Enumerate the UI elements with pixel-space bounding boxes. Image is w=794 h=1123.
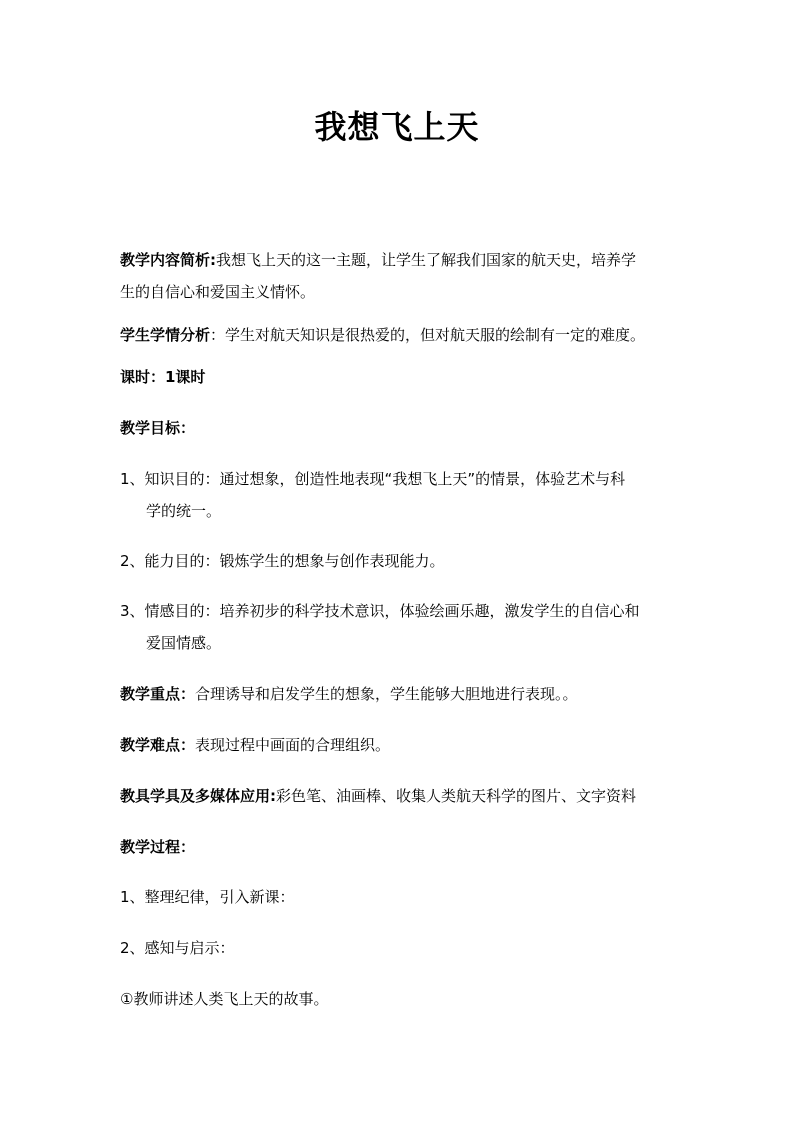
difficulties-label: 教学难点：	[120, 736, 196, 754]
goal-item-2-line1: 2、能力目的：锻炼学生的想象与创作表现能力。	[120, 552, 445, 570]
key-points	[120, 678, 680, 710]
goals-label: 教学目标：	[120, 419, 196, 437]
goal-item-1-line1: 1、知识目的：通过想象，创造性地表现“我想飞上天”的情景，体验艺术与科	[120, 470, 626, 488]
process-step-1-text: 1、整理纪律，引入新课：	[120, 888, 295, 906]
key-points-label: 教学重点：	[120, 685, 196, 703]
difficulties-text: 表现过程中画面的合理组织。	[195, 736, 391, 754]
process-step-3	[120, 983, 680, 1015]
lesson-hours	[120, 361, 680, 393]
goal-item-1	[120, 463, 680, 527]
lesson-hours-label: 课时：1课时	[120, 368, 206, 386]
goal-item-1-line2: 学的统一。	[146, 502, 222, 520]
process-label: 教学过程：	[120, 838, 196, 856]
content-summary-text-line2: 生的自信心和爱国主义情怀。	[120, 283, 316, 301]
goal-item-3-line1: 3、情感目的：培养初步的科学技术意识，体验绘画乐趣，激发学生的自信心和	[120, 602, 640, 620]
content-summary	[120, 244, 680, 276]
content-summary-label: 教学内容简析:	[120, 251, 216, 269]
goal-item-2	[120, 545, 680, 577]
student-analysis-text: ：学生对航天知识是很热爱的，但对航天服的绘制有一定的难度。	[210, 326, 646, 344]
student-analysis	[120, 319, 680, 351]
difficulties	[120, 729, 680, 761]
goal-item-3	[120, 595, 680, 659]
tools-label: 教具学具及多媒体应用:	[120, 787, 276, 805]
tools	[120, 780, 680, 812]
key-points-text: 合理诱导和启发学生的想象，学生能够大胆地进行表现。。	[195, 685, 578, 703]
process-heading	[120, 831, 680, 863]
student-analysis-label: 学生学情分析	[120, 326, 211, 344]
process-step-2-text: 2、感知与启示：	[120, 939, 235, 957]
process-step-3-text: ①教师讲述人类飞上天的故事。	[120, 990, 329, 1008]
tools-text: 彩色笔、油画棒、收集人类航天科学的图片、文字资料	[276, 787, 637, 805]
goal-item-3-line2: 爱国情感。	[146, 634, 222, 652]
process-step-1	[120, 881, 680, 913]
content-summary-text-line1: 我想飞上天的这一主题，让学生了解我们国家的航天史，培养学	[216, 251, 637, 269]
content-summary-continuation	[120, 276, 680, 308]
goals-heading	[120, 412, 680, 444]
document-title: 我想飞上天	[314, 108, 480, 146]
process-step-2	[120, 932, 680, 964]
